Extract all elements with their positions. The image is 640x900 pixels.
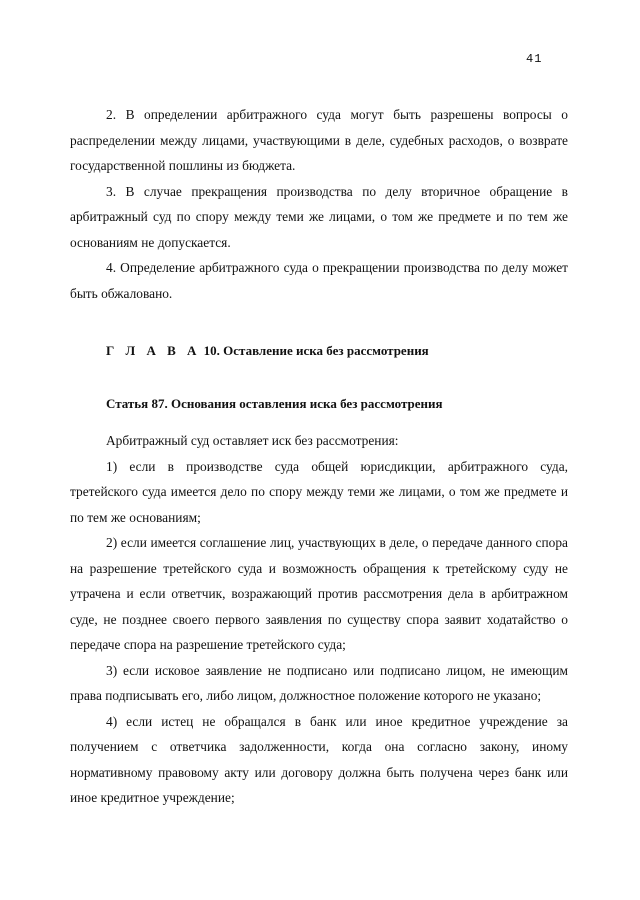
article-item-3: 3) если исковое заявление не подписано или подписано лицом, не имеющим права подписывать его, либо лицом, должностное положение которого не указано; [70, 662, 568, 703]
paragraph-4: 4. Определение арбитражного суда о прекращении производства по делу может быть обжаловано. [70, 260, 568, 301]
article-item-1: 1) если в производстве суда общей юрисдикции, арбитражного суда, третейского суда имеется дело по спору между теми же лицами, о том же предмете и по тем же основаниям; [70, 458, 568, 525]
chapter-title: 10. Оставление иска без рассмотрения [203, 343, 429, 358]
article-intro: Арбитражный суд оставляет иск без рассмотрения: [106, 433, 399, 448]
chapter-heading [106, 343, 429, 359]
top-paragraphs [70, 102, 568, 306]
paragraph-3: 3. В случае прекращения производства по делу вторичное обращение в арбитражный суд по спору между теми же лицами, о том же предмете и по тем же основаниям не допускается. [70, 183, 568, 250]
article-item-4: 4) если истец не обращался в банк или иное кредитное учреждение за получением с ответчика задолженности, когда она согласно закону, иному нормативному правовому акту или договору должна быть получена через банк или иное кредитное учреждение; [70, 713, 568, 805]
paragraph-2: 2. В определении арбитражного суда могут быть разрешены вопросы о распределении между лицами, участвующими в деле, судебных расходов, о возврате государственной пошлины из бюджета. [70, 107, 568, 173]
article-item-2: 2) если имеется соглашение лиц, участвующих в деле, о передаче данного спора на разрешение третейского суда и возможность обращения к третейскому суду не утрачена и если ответчик, возражающий против рассмотрения дела в арбитражном суде, не позднее своего первого заявления по существу спора заявит ходатайство о передаче спора на разрешение третейского суда; [70, 535, 568, 652]
article-body [70, 428, 568, 811]
article-heading: Статья 87. Основания оставления иска без рассмотрения [106, 396, 443, 411]
chapter-word: Г Л А В А [106, 343, 201, 358]
page-number: 41 [526, 52, 543, 66]
